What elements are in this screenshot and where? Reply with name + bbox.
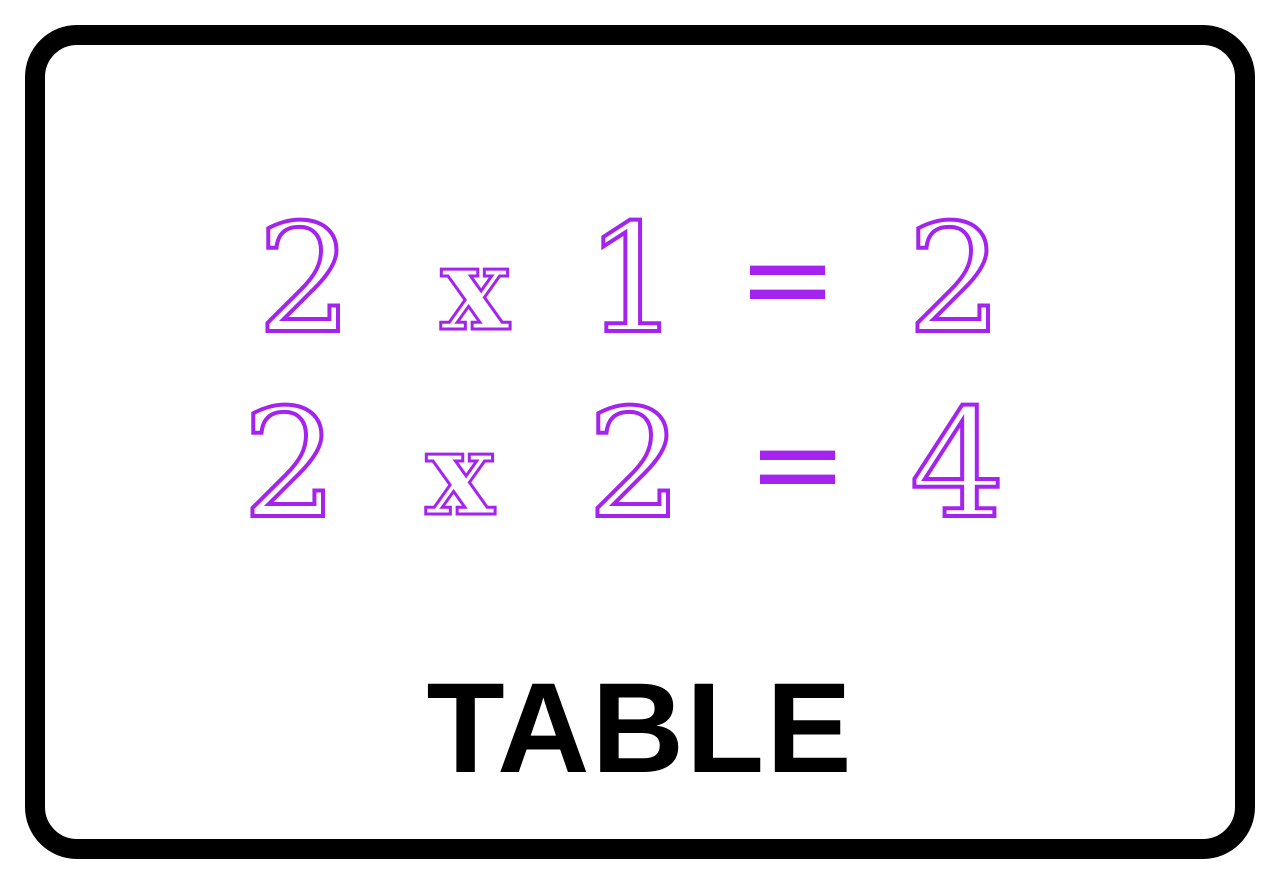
equation-1-result: 2 [907,193,1003,367]
equation-2-result: 4 [909,378,1006,552]
equation-1-multiply-sign: x [440,222,510,357]
equation-row-1 [0,193,1280,367]
equation-1-operand-a: 2 [257,193,353,367]
equation-2-equals-sign: = [747,395,848,534]
equation-1-equals-sign: = [737,210,838,349]
table-title: TABLE [426,657,854,800]
equation-2-operand-a: 2 [242,378,338,552]
equation-2-multiply-sign: x [425,407,495,542]
equation-2-operand-b: 2 [587,378,683,552]
equation-1-operand-b: 1 [585,193,681,367]
equation-row-2 [0,378,1280,552]
